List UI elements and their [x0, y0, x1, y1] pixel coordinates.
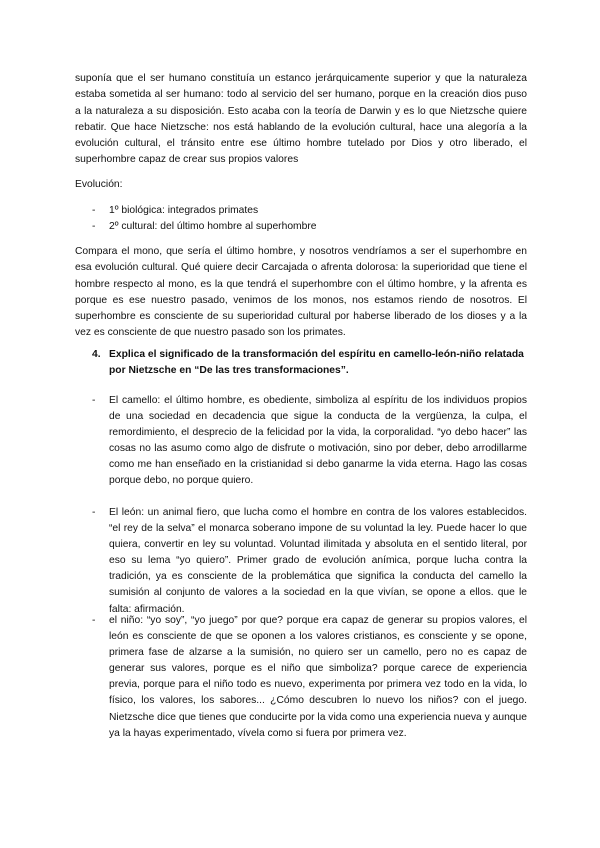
transformation-camel: El camello: el último hombre, es obediente, simboliza al espíritu de los individuos propios de una sociedad en decadencia que sigue la conducta de la vergüenza, la culpa, el remordimiento, el desprecio de la felicidad por la vida, la corporalidad. “yo debo hacer” las cosas no las asumo como algo de disfrute o motivación, sino por deber, debo arrodillarme como me han enseñado en la cristianidad si debo ganarme la vida eterna. Hago las cosas porque debo, no porque quiero. [109, 395, 527, 487]
list-dash: - [92, 205, 96, 216]
question-heading: Explica el significado de la transformación del espíritu en camello-león-niño relatada por Nietzsche en “De las tres transformaciones”. [109, 349, 524, 377]
evolution-label: Evolución: [75, 179, 123, 190]
list-dash: - [92, 395, 96, 406]
evolution-item: 2º cultural: del último hombre al superhombre [109, 221, 317, 232]
list-dash: - [92, 615, 96, 626]
compare-paragraph: Compara el mono, que sería el último hombre, y nosotros vendríamos a ser el superhombre en esa evolución cultural. Qué quiere decir Carcajada o afrenta dolorosa: la superioridad que tiene el hombre respecto al mono, es la que tendrá el superhombre con el último hombre, y la afrenta es porque es ese nuestro pasado, venimos de los monos, nos estamos riendo de nosotros. El superhombre es consciente de su superioridad cultural por haberse liberado de los dioses y a la vez es consciente de que nuestro pasado son los primates. [75, 246, 527, 339]
intro-paragraph: suponía que el ser humano constituía un estanco jerárquicamente superior y que la naturaleza estaba sometida al ser humano: todo al servicio del ser humano, porque en la creación dios puso a la naturaleza a su disposición. Esto acaba con la teoría de Darwin y es lo que Nietzsche quiere rebatir. Que hace Nietzsche: nos está hablando de la evolución cultural, hace una alegoría a la evolución cultural, el tránsito entre ese último hombre tutelado por Dios y otro liberado, el superhombre capaz de crear sus propios valores [75, 73, 527, 166]
evolution-item: 1º biológica: integrados primates [109, 205, 259, 216]
question-number: 4. [92, 349, 101, 360]
transformation-child: el niño: “yo soy”, “yo juego” por que? porque era capaz de generar su propios valores, el león es consciente de que se oponen a los valores cristianos, es consciente y se opone, primera fase de alzarse a la sumisión, no quiero ser un camello, pero no es capaz de generar sus valores, porque es el niño que simboliza? porque carece de experiencia previa, porque para el niño todo es nuevo, experimenta por primera vez todo en la vida, lo físico, los valores, los sabores... ¿Cómo descubren lo nuevo los niños? con el juego. Nietzsche dice que tienes que conducirte por la vida como una experiencia nueva y aunque ya la hayas experimentado, vívela como si fuera por primera vez. [109, 615, 527, 739]
list-dash: - [92, 507, 96, 518]
transformation-lion: El león: un animal fiero, que lucha como el hombre en contra de los valores establecidos. “el rey de la selva” el monarca soberano impone de su voluntad la ley. Puede hacer lo que quiera, convertir en ley su voluntad. Voluntad ilimitada y absoluta en el sentido literal, por eso su lema “yo quiero”. Primer grado de evolución anímica, porque lucha contra la tradición, ya es consciente de la problemática que significa la conducta del camello la sumisión al conjunto de valores a la sociedad en la que vivían, se opone a ellos. que le falta: afirmación. [109, 507, 527, 615]
list-dash: - [92, 221, 96, 232]
